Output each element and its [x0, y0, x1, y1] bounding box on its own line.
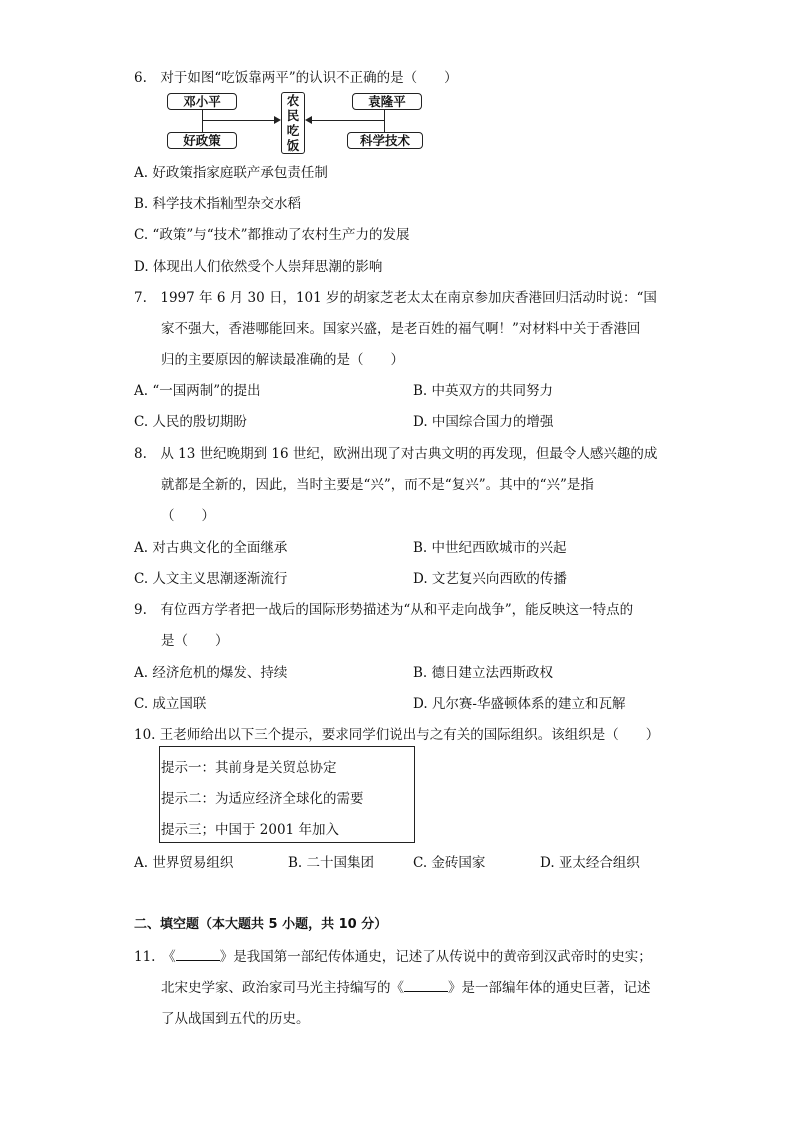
q8-option-a: A. 对古典文化的全面继承 [134, 540, 288, 556]
q8-option-d: D. 文艺复兴向西欧的传播 [413, 571, 567, 587]
q7-option-a: A. “一国两制”的提出 [134, 383, 261, 399]
q6-option-c: C. “政策”与“技术”都推动了农村生产力的发展 [134, 227, 410, 243]
q8-option-c: C. 人文主义思潮逐渐流行 [134, 571, 288, 587]
q10-option-a: A. 世界贸易组织 [134, 855, 234, 871]
diagram-good-policy: 好政策 [167, 132, 237, 149]
q11-blank-2[interactable] [404, 979, 448, 992]
q9-option-a: A. 经济危机的爆发、持续 [134, 665, 288, 681]
q6-option-a: A. 好政策指家庭联产承包责任制 [134, 165, 328, 181]
q8-stem-line2: 就都是全新的，因此，当时主要是“兴”，而不是“复兴”。其中的“兴”是指 [161, 477, 594, 493]
q10-stem: 10. 王老师给出以下三个提示，要求同学们说出与之有关的国际组织。该组织是（ ） [134, 727, 660, 743]
connector-left-vertical [202, 110, 203, 132]
q9-option-b: B. 德日建立法西斯政权 [413, 665, 554, 681]
q9-option-c: C. 成立国联 [134, 696, 207, 712]
q9-option-d: D. 凡尔赛-华盛顿体系的建立和瓦解 [413, 696, 626, 712]
diagram-deng-xiaoping: 邓小平 [167, 93, 237, 110]
q6-option-d: D. 体现出人们依然受个人崇拜思潮的影响 [134, 259, 383, 275]
diagram-yuan-longping: 袁隆平 [352, 93, 422, 110]
q7-stem-line3: 归的主要原因的解读最准确的是（ ） [161, 352, 404, 368]
q11-line3: 了从战国到五代的历史。 [161, 1011, 310, 1027]
q11-line1-prefix: 11. 《 [134, 949, 176, 965]
diagram-farmers-eat: 农 民 吃 饭 [281, 92, 305, 154]
q10-hint-3: 提示三；中国于 2001 年加入 [161, 822, 339, 838]
q9-stem-line1: 9. 有位西方学者把一战后的国际形势描述为“从和平走向战争”，能反映这一特点的 [134, 602, 634, 618]
q8-stem-line1: 8. 从 13 世纪晚期到 16 世纪，欧洲出现了对古典文明的再发现，但最令人感兴趣的成 [134, 446, 658, 462]
q10-option-b: B. 二十国集团 [288, 855, 375, 871]
q9-stem-line2: 是（ ） [161, 633, 229, 649]
section-fill-in-heading: 二、填空题（本大题共 5 小题，共 10 分） [134, 917, 388, 932]
q8-stem-line3: （ ） [161, 508, 215, 524]
q7-option-b: B. 中英双方的共同努力 [413, 383, 554, 399]
q11-line1 [134, 945, 652, 965]
q8-option-b: B. 中世纪西欧城市的兴起 [413, 540, 567, 556]
q7-option-d: D. 中国综合国力的增强 [413, 414, 554, 430]
q7-stem-line2: 家不强大，香港哪能回来。国家兴盛，是老百姓的福气啊！”对材料中关于香港回 [161, 321, 641, 337]
q10-option-d: D. 亚太经合组织 [540, 855, 640, 871]
q6-option-b: B. 科学技术指籼型杂交水稻 [134, 196, 302, 212]
q7-stem-line1: 7. 1997 年 6 月 30 日，101 岁的胡家芝老太太在南京参加庆香港回归活动时说：“国 [134, 290, 657, 306]
q7-option-c: C. 人民的殷切期盼 [134, 414, 247, 430]
connector-right-horizontal [312, 120, 384, 121]
q6-stem: 6. 对于如图“吃饭靠两平”的认识不正确的是（ ） [134, 70, 458, 86]
connector-right-vertical [384, 110, 385, 132]
q10-option-c: C. 金砖国家 [413, 855, 486, 871]
q11-blank-1[interactable] [176, 948, 220, 961]
q10-hint-2: 提示二：为适应经济全球化的需要 [161, 791, 364, 807]
q11-line1-suffix: 》是我国第一部纪传体通史，记述了从传说中的黄帝到汉武帝时的史实； [219, 949, 652, 965]
q11-line2-suffix: 》是一部编年体的通史巨著，记述 [448, 980, 651, 996]
arrow-left-icon [305, 116, 312, 124]
q11-line2 [161, 976, 651, 996]
connector-left-horizontal [202, 120, 274, 121]
arrow-right-icon [274, 116, 281, 124]
q11-line2-prefix: 北宋史学家、政治家司马光主持编写的《 [161, 980, 404, 996]
diagram-science-tech: 科学技术 [347, 132, 423, 149]
q10-hint-1: 提示一：其前身是关贸总协定 [161, 760, 337, 776]
